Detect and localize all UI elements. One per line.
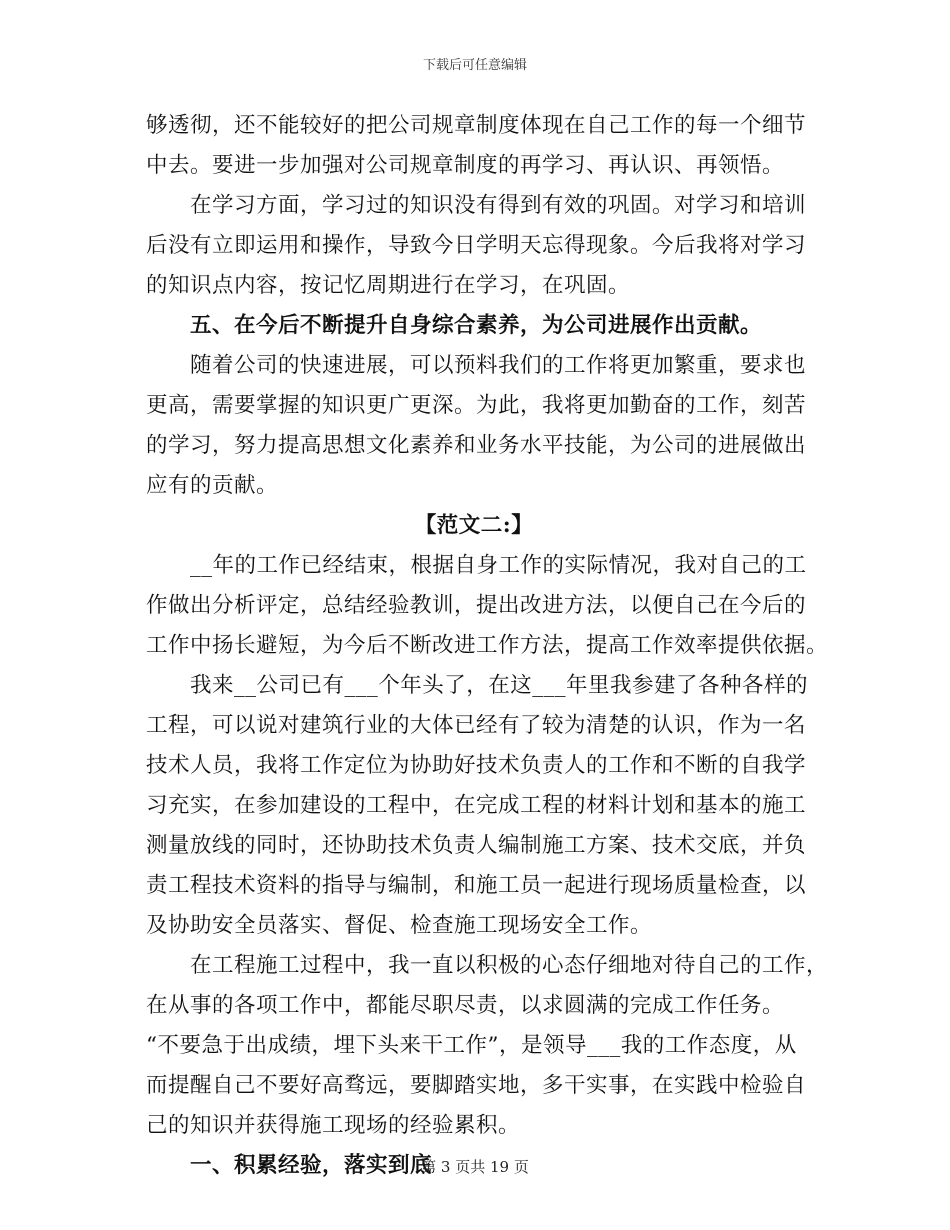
- paragraph-line: 在工程施工过程中，我一直以积极的心态仔细地对待自己的工作，: [190, 953, 829, 978]
- paragraph-line: 的知识点内容，按记忆周期进行在学习，在巩固。: [146, 273, 631, 298]
- document-body: [146, 106, 829, 1186]
- paragraph-line: 中去。要进一步加强对公司规章制度的再学习、再认识、再领悟。: [146, 153, 785, 178]
- paragraph-line: “不要急于出成绩，埋下头来干工作”，是领导___我的工作态度，从: [146, 1033, 797, 1058]
- paragraph-line: 的学习，努力提高思想文化素养和业务水平技能，为公司的进展做出: [146, 433, 807, 458]
- paragraph-line: 技术人员，我将工作定位为协助好技术负责人的工作和不断的自我学: [146, 753, 807, 778]
- paragraph-line: 作做出分析评定，总结经验教训，提出改进方法，以便自己在今后的: [146, 593, 807, 618]
- page-header: 下载后可任意编辑: [422, 58, 527, 73]
- paragraph-line: 而提醒自己不要好高骛远，要脚踏实地，多干实事，在实践中检验自: [146, 1073, 807, 1098]
- paragraph-line: 及协助安全员落实、督促、检查施工现场安全工作。: [146, 913, 653, 938]
- paragraph-line: __年的工作已经结束，根据自身工作的实际情况，我对自己的工: [190, 553, 807, 578]
- paragraph-line: 在学习方面，学习过的知识没有得到有效的巩固。对学习和培训: [190, 193, 807, 218]
- paragraph-line: 工程，可以说对建筑行业的大体已经有了较为清楚的认识，作为一名: [146, 713, 807, 738]
- paragraph-line: 更高，需要掌握的知识更广更深。为此，我将更加勤奋的工作，刻苦: [146, 393, 807, 418]
- paragraph-line: 责工程技术资料的指导与编制，和施工员一起进行现场质量检查，以: [146, 873, 807, 898]
- section-heading: 【范文二:】: [414, 513, 534, 538]
- paragraph-line: 后没有立即运用和操作，导致今日学明天忘得现象。今后我将对学习: [146, 233, 807, 258]
- paragraph-line: 随着公司的快速进展，可以预料我们的工作将更加繁重，要求也: [190, 353, 807, 378]
- paragraph-line: 习充实，在参加建设的工程中，在完成工程的材料计划和基本的施工: [146, 793, 807, 818]
- paragraph-line: 我来__公司已有___个年头了，在这___年里我参建了各种各样的: [190, 673, 809, 698]
- paragraph-line: 工作中扬长避短，为今后不断改进工作方法，提高工作效率提供依据。: [146, 633, 829, 658]
- paragraph-line: 在从事的各项工作中，都能尽职尽责，以求圆满的完成工作任务。: [146, 993, 785, 1018]
- paragraph-line: 够透彻，还不能较好的把公司规章制度体现在自己工作的每一个细节: [146, 113, 807, 138]
- paragraph-line: 应有的贡献。: [146, 473, 279, 498]
- section-heading: 五、在今后不断提升自身综合素养，为公司进展作出贡献。: [190, 313, 763, 338]
- paragraph-line: 测量放线的同时，还协助技术负责人编制施工方案、技术交底，并负: [146, 833, 807, 858]
- section-heading: 一、积累经验，落实到底: [190, 1153, 433, 1178]
- paragraph-line: 己的知识并获得施工现场的经验累积。: [146, 1113, 521, 1138]
- page-footer: 第 3 页共 19 页: [421, 1158, 529, 1176]
